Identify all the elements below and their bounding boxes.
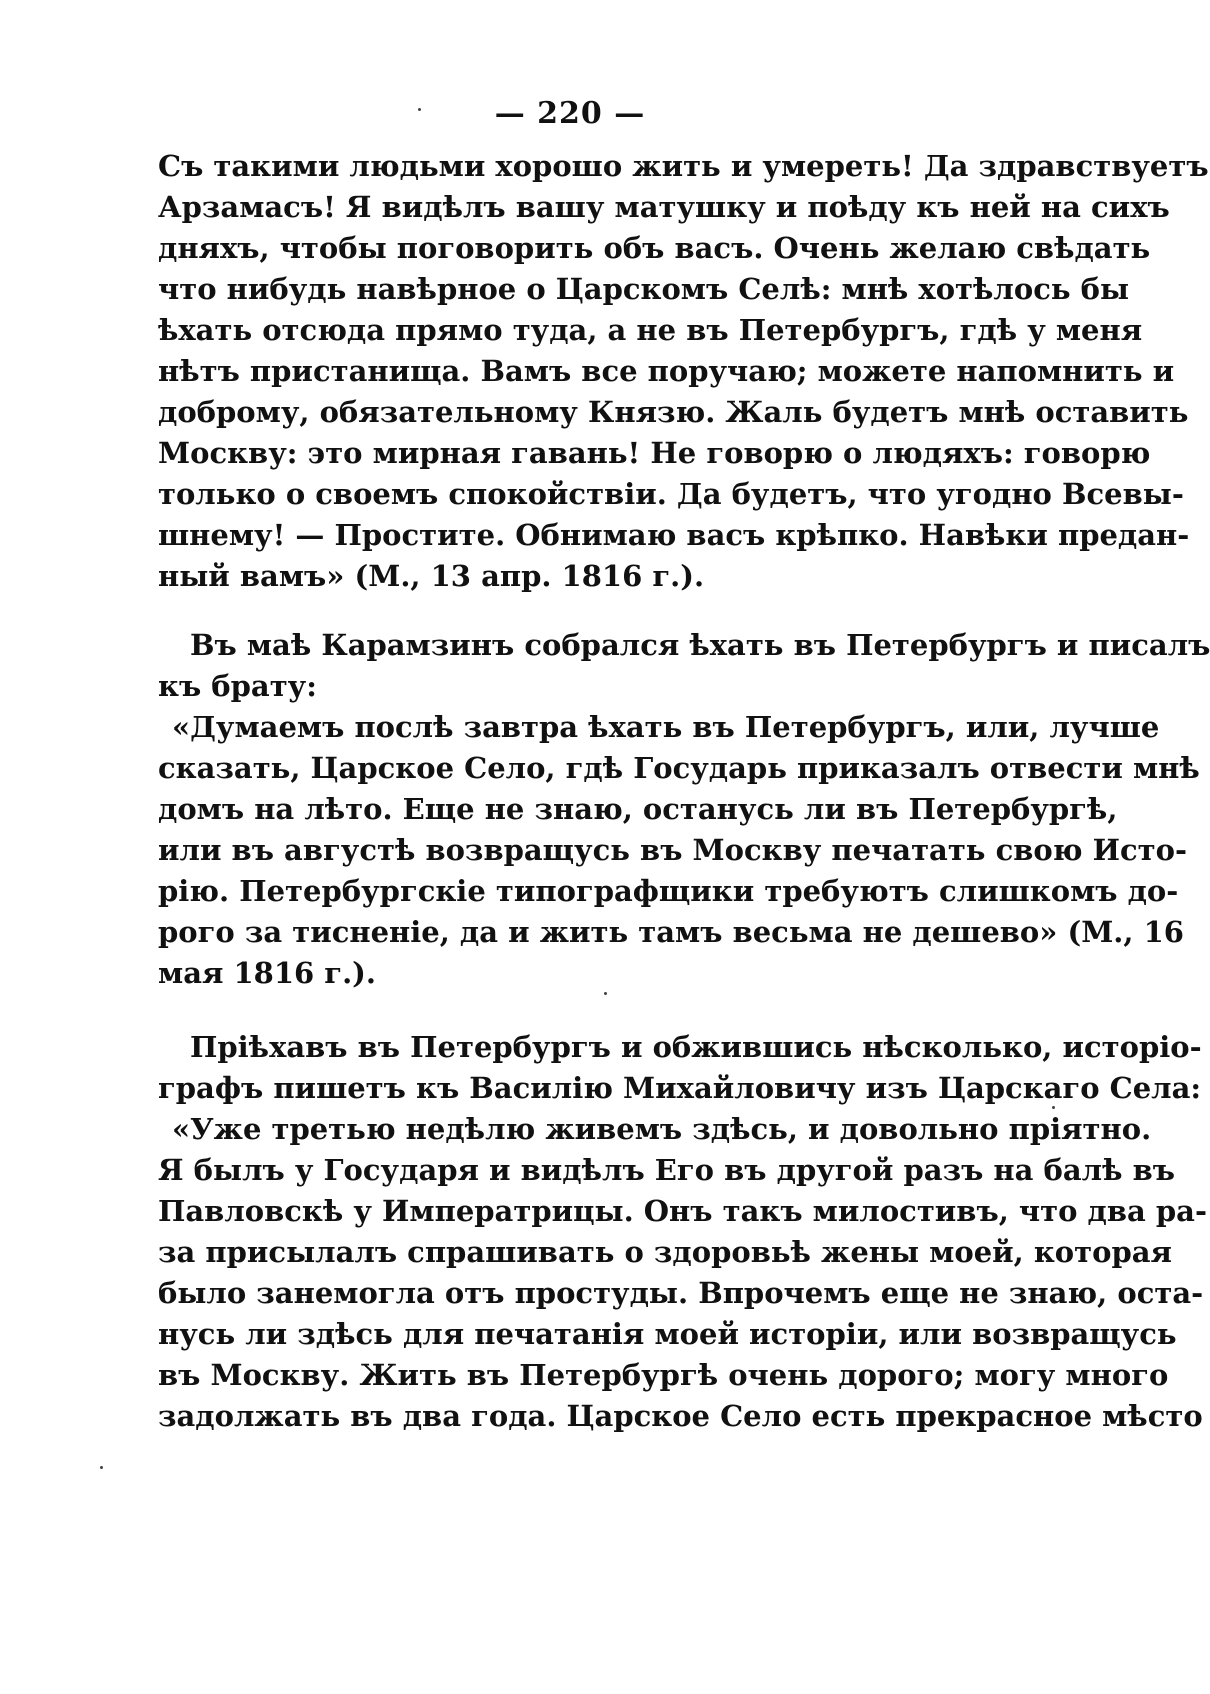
text-line: мая 1816 г.). [158,956,376,990]
print-speck [604,992,607,995]
text-line: рію. Петербургскіе типографщики требуютъ слишкомъ до- [158,874,1179,908]
text-line: нусь ли здѣсь для печатанія моей исторіи, или возвращусь [158,1317,1177,1351]
text-line: «Уже третью недѣлю живемъ здѣсь, и довольно пріятно. [172,1112,1152,1146]
text-line: «Думаемъ послѣ завтра ѣхать въ Петербургъ, или, лучше [172,710,1160,744]
text-line: рого за тисненіе, да и жить тамъ весьма не дешево» (М., 16 [158,915,1184,949]
text-line: Въ маѣ Карамзинъ собрался ѣхать въ Петербургъ и писалъ [190,628,1210,662]
page-number: — 220 — [494,96,646,131]
text-line: домъ на лѣто. Еще не знаю, останусь ли въ Петербургѣ, [158,792,1118,826]
print-speck [1052,1106,1055,1109]
text-line: Арзамасъ! Я видѣлъ вашу матушку и поѣду къ ней на сихъ [158,190,1170,224]
text-line: Пріѣхавъ въ Петербургъ и обжившись нѣсколько, исторіо- [190,1030,1202,1064]
text-line: ный вамъ» (М., 13 апр. 1816 г.). [158,559,705,593]
text-line: за присылалъ спрашивать о здоровьѣ жены моей, которая [158,1235,1172,1269]
text-line: къ брату: [158,669,317,703]
text-line: Павловскѣ у Императрицы. Онъ такъ милостивъ, что два ра- [158,1194,1207,1228]
text-line: Я былъ у Государя и видѣлъ Его въ другой разъ на балѣ въ [158,1153,1175,1187]
text-line: Москву: это мирная гавань! Не говорю о людяхъ: говорю [158,436,1151,470]
text-line: что нибудь навѣрное о Царскомъ Селѣ: мнѣ хотѣлось бы [158,272,1130,306]
text-line: только о своемъ спокойствіи. Да будетъ, что угодно Всевы- [158,477,1184,511]
text-line: Съ такими людьми хорошо жить и умереть! Да здравствуетъ [158,149,1209,183]
text-line: или въ августѣ возвращусь въ Москву печатать свою Исто- [158,833,1187,867]
print-speck [100,1466,103,1469]
text-line: доброму, обязательному Князю. Жаль будетъ мнѣ оставить [158,395,1189,429]
text-line: ѣхать отсюда прямо туда, а не въ Петербургъ, гдѣ у меня [158,313,1143,347]
print-speck [418,108,421,111]
text-line: было занемогла отъ простуды. Впрочемъ еще не знаю, оста- [158,1276,1204,1310]
text-line: графъ пишетъ къ Василію Михайловичу изъ Царскаго Села: [158,1071,1202,1105]
text-line: задолжать въ два года. Царское Село есть прекрасное мѣсто [158,1399,1203,1433]
text-line: въ Москву. Жить въ Петербургѣ очень дорого; могу много [158,1358,1169,1392]
text-line: сказать, Царское Село, гдѣ Государь приказалъ отвести мнѣ [158,751,1200,785]
text-line: нѣтъ пристанища. Вамъ все поручаю; можете напомнить и [158,354,1175,388]
text-line: шнему! — Простите. Обнимаю васъ крѣпко. Навѣки предан- [158,518,1190,552]
text-line: дняхъ, чтобы поговорить объ васъ. Очень желаю свѣдать [158,231,1151,265]
